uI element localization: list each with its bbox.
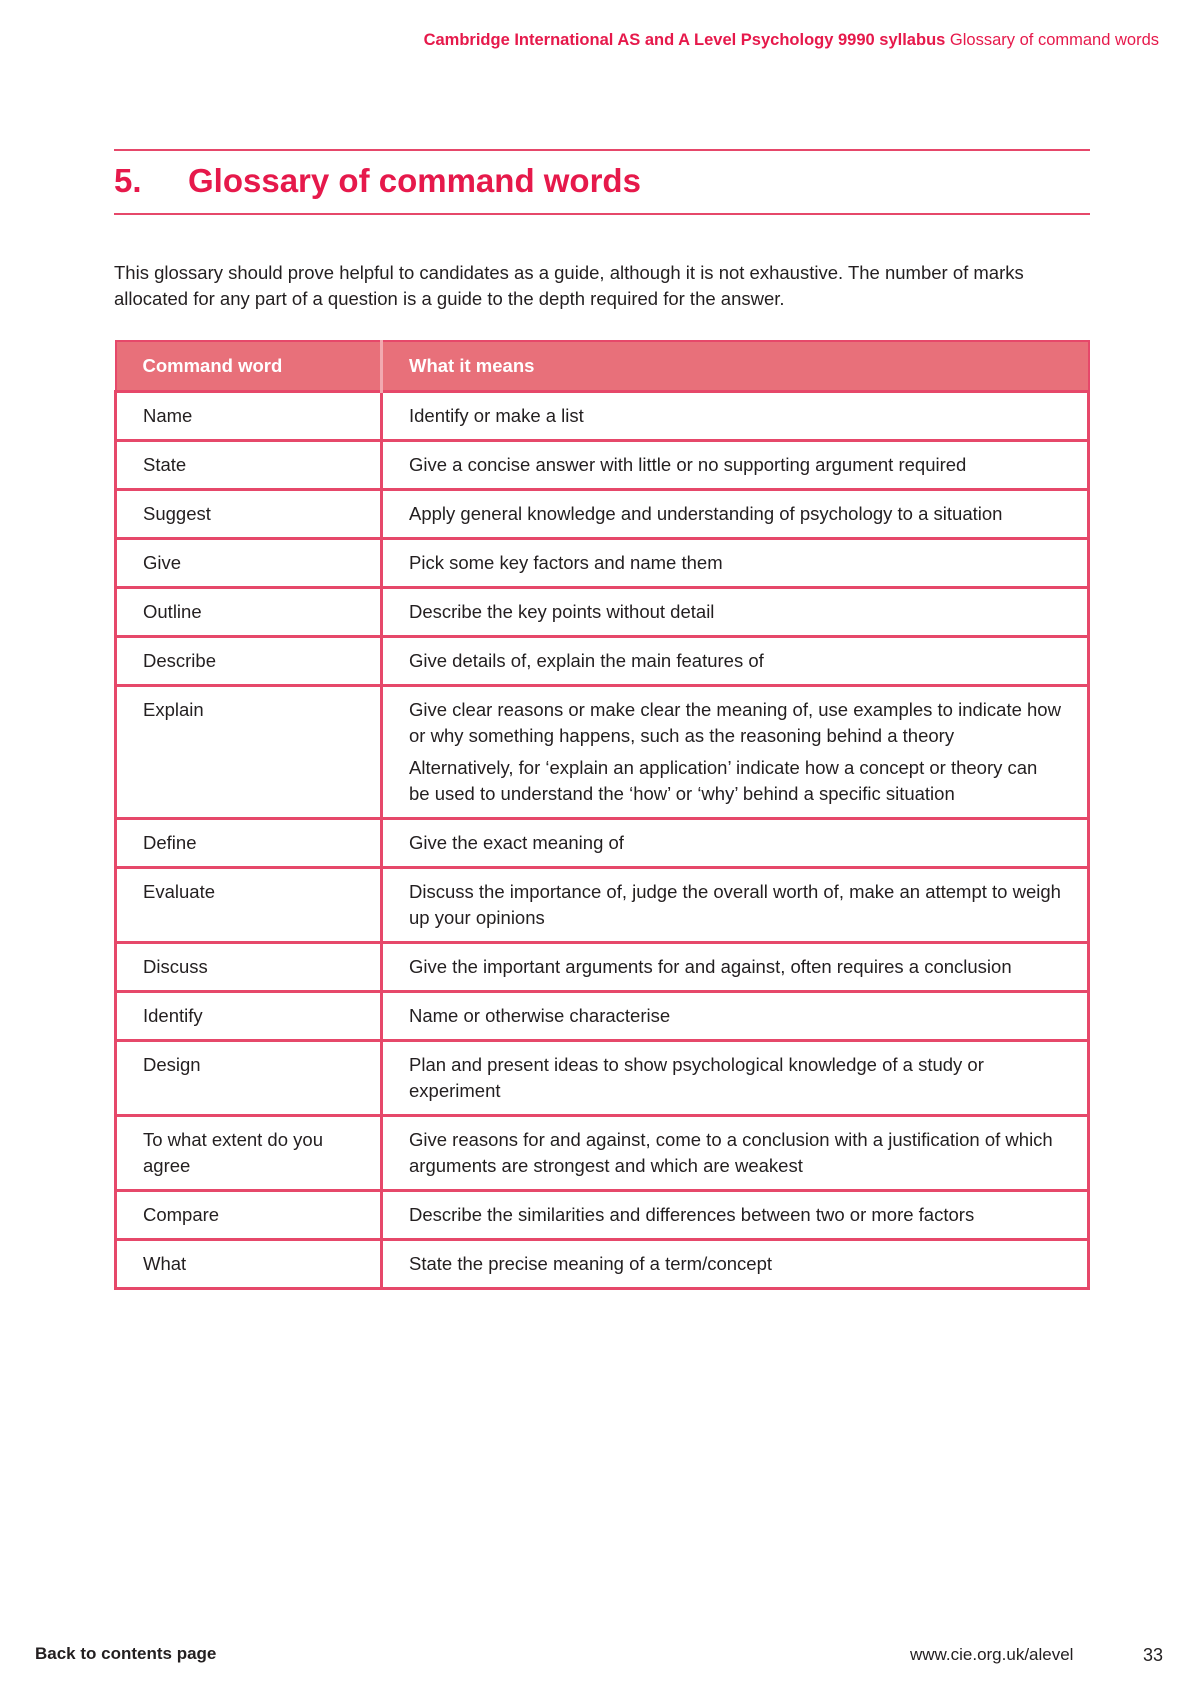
table-row: [116, 391, 1089, 440]
intro-paragraph: This glossary should prove helpful to candidates as a guide, although it is not exhaustive. The number of marks allocated for any part of a question is a guide to the depth required for the answer.: [114, 262, 1024, 309]
table-row: [116, 1040, 1089, 1115]
meaning-cell: Plan and present ideas to show psychological knowledge of a study or experiment: [382, 1040, 1089, 1115]
meaning-cell: Give details of, explain the main features of: [382, 636, 1089, 685]
meaning-cell: Describe the key points without detail: [382, 587, 1089, 636]
glossary-table: [114, 340, 1090, 1290]
meaning-cell: [382, 685, 1089, 818]
meaning-cell: Pick some key factors and name them: [382, 538, 1089, 587]
section-number: 5.: [114, 162, 142, 199]
command-word-cell: Describe: [116, 636, 382, 685]
table-row: [116, 685, 1089, 818]
command-word-cell: Outline: [116, 587, 382, 636]
table-row: [116, 991, 1089, 1040]
table-row: [116, 867, 1089, 942]
meaning-cell: Discuss the importance of, judge the overall worth of, make an attempt to weigh up your opinions: [382, 867, 1089, 942]
command-word-cell: Identify: [116, 991, 382, 1040]
command-word-cell: Explain: [116, 685, 382, 818]
command-word-cell: Suggest: [116, 489, 382, 538]
table-row: [116, 1115, 1089, 1190]
page-number: 33: [1143, 1645, 1164, 1665]
section-title-text: Glossary of command words: [188, 162, 641, 199]
meaning-paragraph: Alternatively, for ‘explain an application’ indicate how a concept or theory can be used to understand the ‘how’ or ‘why’ behind a specific situation: [409, 756, 1038, 804]
table-row: [116, 1239, 1089, 1288]
running-header-section: Glossary of command words: [949, 31, 1159, 49]
meaning-cell: Name or otherwise characterise: [382, 991, 1089, 1040]
command-word-cell: To what extent do you agree: [116, 1115, 382, 1190]
table-row: [116, 636, 1089, 685]
meaning-cell: Describe the similarities and differences between two or more factors: [382, 1190, 1089, 1239]
meaning-cell: Give a concise answer with little or no supporting argument required: [382, 440, 1089, 489]
back-to-contents-link[interactable]: Back to contents page: [35, 1644, 217, 1663]
website-url-link[interactable]: www.cie.org.uk/alevel: [910, 1645, 1074, 1664]
table-row: [116, 942, 1089, 991]
meaning-cell: Give the exact meaning of: [382, 818, 1089, 867]
title-rule-top: [114, 149, 1090, 151]
command-word-cell: Compare: [116, 1190, 382, 1239]
table-row: [116, 587, 1089, 636]
command-word-cell: Design: [116, 1040, 382, 1115]
command-word-cell: Give: [116, 538, 382, 587]
table-row: [116, 538, 1089, 587]
meaning-paragraph: Give clear reasons or make clear the meaning of, use examples to indicate how or why something happens, such as the reasoning behind a theory: [409, 698, 1061, 746]
table-row: [116, 818, 1089, 867]
column-header-command-word: Command word: [116, 341, 382, 391]
meaning-cell: State the precise meaning of a term/concept: [382, 1239, 1089, 1288]
meaning-cell: Give reasons for and against, come to a conclusion with a justification of which arguments are strongest and which are weakest: [382, 1115, 1089, 1190]
table-row: [116, 489, 1089, 538]
running-header: [424, 31, 1159, 50]
command-word-cell: State: [116, 440, 382, 489]
command-word-cell: What: [116, 1239, 382, 1288]
table-row: [116, 440, 1089, 489]
command-word-cell: Evaluate: [116, 867, 382, 942]
meaning-cell: Give the important arguments for and against, often requires a conclusion: [382, 942, 1089, 991]
command-word-cell: Define: [116, 818, 382, 867]
command-word-cell: Discuss: [116, 942, 382, 991]
running-header-syllabus: Cambridge International AS and A Level Psychology 9990 syllabus: [423, 31, 946, 49]
meaning-cell: Apply general knowledge and understanding of psychology to a situation: [382, 489, 1089, 538]
page-title: [114, 162, 641, 200]
table-row: [116, 1190, 1089, 1239]
title-rule-bottom: [114, 213, 1090, 215]
column-header-meaning: What it means: [382, 341, 1089, 391]
command-word-cell: Name: [116, 391, 382, 440]
table-header-row: [116, 341, 1089, 391]
meaning-cell: Identify or make a list: [382, 391, 1089, 440]
